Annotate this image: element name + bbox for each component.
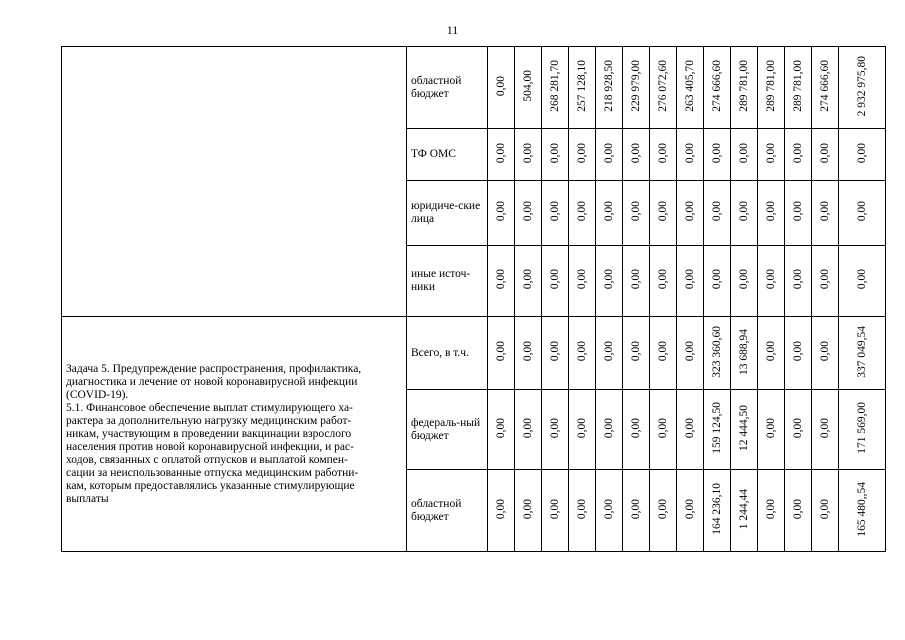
value-cell: [623, 390, 650, 470]
task-description-cell: [62, 317, 407, 552]
value-cell: [839, 390, 886, 470]
value-cell: [785, 390, 812, 470]
value-cell: [731, 181, 758, 246]
task-description-line: рактера за дополнительную нагрузку медицинским работ-: [66, 414, 352, 427]
value-cell: [785, 317, 812, 390]
value-cell: [488, 181, 515, 246]
value-cell: [812, 390, 839, 470]
value-text: 0,00: [765, 269, 777, 290]
value-cell: [812, 317, 839, 390]
value-cell: [785, 470, 812, 552]
value-text: 0,00: [819, 142, 831, 164]
task-description-line: диагностика и лечение от новой коронавирусной инфекции: [66, 375, 358, 388]
value-cell: [623, 129, 650, 181]
value-text: 0,00: [549, 142, 561, 164]
value-text: 0,00: [630, 269, 642, 290]
value-cell: [704, 390, 731, 470]
value-text: 164 236,10: [711, 483, 723, 535]
value-text: 2 932 975,80: [856, 55, 868, 117]
value-text: 0,00: [549, 498, 561, 520]
value-text: 12 444,50: [738, 405, 750, 451]
value-cell: [542, 246, 569, 317]
value-cell: [677, 181, 704, 246]
value-cell: [515, 181, 542, 246]
value-text: 13 688,94: [738, 328, 750, 375]
value-text: 0,00: [495, 142, 507, 164]
value-cell: [650, 470, 677, 552]
value-text: 0,00: [738, 269, 750, 290]
task-description-line: (COVID-19).: [66, 388, 129, 401]
value-cell: [488, 246, 515, 317]
value-text: 0,00: [576, 341, 588, 362]
value-cell: [758, 129, 785, 181]
value-text: 0,00: [765, 201, 777, 222]
value-text: 0,00: [765, 498, 777, 520]
value-cell: [758, 181, 785, 246]
value-cell: [542, 181, 569, 246]
value-text: 1 244,44: [738, 488, 750, 530]
task-description-line: населения против новой коронавирусной инфекции, и рас-: [66, 440, 354, 453]
value-text: 289 781,00: [765, 60, 777, 112]
value-text: 0,00: [657, 498, 669, 520]
value-cell: [488, 390, 515, 470]
value-cell: [596, 390, 623, 470]
value-text: 0,00: [819, 269, 831, 290]
value-text: 0,00: [522, 341, 534, 362]
value-text: 0,00: [603, 498, 615, 520]
value-cell: [569, 129, 596, 181]
value-cell: [596, 317, 623, 390]
value-cell: [731, 129, 758, 181]
value-cell: [758, 246, 785, 317]
value-text: 0,00: [792, 498, 804, 520]
value-text: 0,00: [495, 75, 507, 97]
task-description-line: 5.1. Финансовое обеспечение выплат стимулирующего ха-: [66, 401, 353, 414]
budget-table: [61, 46, 886, 552]
value-text: 0,00: [711, 269, 723, 290]
value-text: 0,00: [819, 341, 831, 362]
value-cell: [515, 246, 542, 317]
task-description-line: ходов, связанных с оплатой отпусков и выплатой компен-: [66, 453, 348, 466]
value-cell: [623, 47, 650, 129]
value-cell: [569, 317, 596, 390]
value-text: 0,00: [522, 201, 534, 222]
value-text: 0,00: [765, 417, 777, 439]
value-text: 0,00: [765, 142, 777, 164]
value-cell: [677, 470, 704, 552]
value-text: 0,00: [684, 269, 696, 290]
value-text: 0,00: [495, 201, 507, 222]
value-text: 263 405,70: [684, 60, 696, 112]
value-text: 323 360,60: [711, 325, 723, 378]
funding-source-cell: иные источ-ники: [407, 246, 488, 317]
task-description-line: никам, участвующим в проведении вакцинации взрослого: [66, 427, 352, 440]
value-text: 0,00: [684, 201, 696, 222]
value-cell: [596, 181, 623, 246]
value-text: 268 281,70: [549, 60, 561, 112]
value-cell: [650, 317, 677, 390]
value-cell: [731, 246, 758, 317]
value-text: 159 124,50: [711, 402, 723, 454]
value-text: 274 666,60: [819, 60, 831, 112]
value-text: 0,00: [630, 341, 642, 362]
value-text: 0,00: [522, 269, 534, 290]
value-cell: [650, 246, 677, 317]
value-cell: [812, 129, 839, 181]
value-text: 0,00: [495, 341, 507, 362]
value-cell: [596, 47, 623, 129]
value-text: 0,00: [522, 142, 534, 164]
value-text: 0,00: [495, 498, 507, 520]
value-cell: [839, 181, 886, 246]
value-cell: [731, 470, 758, 552]
value-text: 0,00: [765, 341, 777, 362]
value-cell: [488, 317, 515, 390]
value-cell: [515, 390, 542, 470]
value-text: 0,00: [603, 201, 615, 222]
value-cell: [758, 317, 785, 390]
value-cell: [488, 129, 515, 181]
value-cell: [596, 129, 623, 181]
value-cell: [623, 470, 650, 552]
value-cell: [596, 470, 623, 552]
value-cell: [839, 47, 886, 129]
funding-source-cell: ТФ ОМС: [407, 129, 488, 181]
value-cell: [650, 181, 677, 246]
value-cell: [650, 47, 677, 129]
value-text: 0,00: [630, 142, 642, 164]
value-cell: [758, 390, 785, 470]
value-text: 0,00: [495, 417, 507, 439]
value-text: 274 666,60: [711, 60, 723, 112]
task-description-line: выплаты: [66, 492, 109, 505]
value-text: 0,00: [856, 269, 868, 290]
funding-source-cell: федераль-ный бюджет: [407, 390, 488, 470]
value-text: 0,00: [792, 417, 804, 439]
value-cell: [677, 246, 704, 317]
value-text: 0,00: [657, 417, 669, 439]
value-cell: [488, 470, 515, 552]
funding-source-cell: юридиче-ские лица: [407, 181, 488, 246]
value-cell: [677, 317, 704, 390]
value-cell: [785, 129, 812, 181]
page-number: 11: [446, 23, 459, 37]
value-cell: [596, 246, 623, 317]
value-cell: [812, 181, 839, 246]
value-text: 165 480,,54: [856, 481, 868, 537]
value-text: 0,00: [630, 201, 642, 222]
task-description-line: кам, которым предоставлялись указанные стимулирующие: [66, 479, 355, 492]
value-cell: [542, 47, 569, 129]
value-text: 0,00: [684, 417, 696, 439]
value-text: 0,00: [684, 498, 696, 520]
value-text: 0,00: [819, 201, 831, 222]
value-cell: [839, 129, 886, 181]
value-text: 0,00: [522, 417, 534, 439]
value-text: 0,00: [630, 498, 642, 520]
value-text: 276 072,60: [657, 60, 669, 112]
value-cell: [488, 47, 515, 129]
value-text: 0,00: [711, 142, 723, 164]
value-text: 0,00: [495, 269, 507, 290]
value-cell: [515, 470, 542, 552]
value-text: 0,00: [549, 201, 561, 222]
value-text: 0,00: [738, 201, 750, 222]
value-text: 257 128,10: [576, 60, 588, 112]
value-text: 0,00: [657, 269, 669, 290]
value-text: 504,00: [522, 70, 534, 102]
value-cell: [704, 181, 731, 246]
value-text: 0,00: [856, 201, 868, 222]
value-cell: [812, 246, 839, 317]
value-cell: [731, 390, 758, 470]
value-cell: [542, 129, 569, 181]
funding-source-cell: Всего, в т.ч.: [407, 317, 488, 390]
task-description-line: сации за неиспользованные отпуска медицинским работни-: [66, 466, 359, 479]
value-cell: [704, 129, 731, 181]
value-text: 218 928,50: [603, 60, 615, 112]
value-text: 289 781,00: [792, 60, 804, 112]
funding-source-cell: областной бюджет: [407, 47, 488, 129]
value-cell: [731, 47, 758, 129]
value-text: 289 781,00: [738, 60, 750, 112]
value-text: 0,00: [630, 417, 642, 439]
value-text: 0,00: [738, 142, 750, 164]
value-text: 171 569,00: [856, 402, 868, 454]
value-cell: [839, 317, 886, 390]
value-text: 0,00: [792, 142, 804, 164]
value-text: 0,00: [657, 142, 669, 164]
value-cell: [731, 317, 758, 390]
value-text: 0,00: [684, 142, 696, 164]
value-text: 0,00: [603, 142, 615, 164]
value-cell: [677, 390, 704, 470]
value-text: 0,00: [576, 417, 588, 439]
value-cell: [812, 470, 839, 552]
value-text: 0,00: [549, 341, 561, 362]
value-text: 0,00: [603, 341, 615, 362]
value-cell: [758, 47, 785, 129]
value-cell: [704, 470, 731, 552]
value-cell: [542, 317, 569, 390]
value-text: 0,00: [576, 201, 588, 222]
value-cell: [785, 181, 812, 246]
value-text: 0,00: [711, 201, 723, 222]
value-text: 0,00: [792, 269, 804, 290]
value-cell: [785, 246, 812, 317]
funding-source-cell: областной бюджет: [407, 470, 488, 552]
value-cell: [650, 390, 677, 470]
value-cell: [677, 129, 704, 181]
value-cell: [623, 317, 650, 390]
value-text: 0,00: [549, 417, 561, 439]
value-text: 0,00: [684, 341, 696, 362]
value-cell: [515, 317, 542, 390]
value-cell: [569, 390, 596, 470]
task-description-line: Задача 5. Предупреждение распространения, профилактика,: [66, 362, 362, 375]
value-text: 0,00: [856, 142, 868, 164]
table-row: [62, 317, 886, 390]
value-cell: [704, 317, 731, 390]
value-text: 0,00: [522, 498, 534, 520]
value-cell: [785, 47, 812, 129]
value-cell: [515, 47, 542, 129]
value-text: 0,00: [792, 201, 804, 222]
value-text: 0,00: [792, 341, 804, 362]
value-cell: [839, 470, 886, 552]
value-cell: [623, 246, 650, 317]
value-text: 0,00: [603, 269, 615, 290]
previous-task-description-cell: [62, 47, 407, 317]
value-text: 337 049,54: [856, 325, 868, 378]
value-cell: [569, 47, 596, 129]
value-cell: [515, 129, 542, 181]
table-row: [62, 47, 886, 129]
value-text: 0,00: [657, 341, 669, 362]
value-cell: [812, 47, 839, 129]
value-cell: [542, 390, 569, 470]
value-text: 0,00: [657, 201, 669, 222]
value-text: 0,00: [549, 269, 561, 290]
value-cell: [569, 470, 596, 552]
value-text: 0,00: [576, 142, 588, 164]
value-cell: [569, 246, 596, 317]
value-cell: [569, 181, 596, 246]
value-cell: [704, 246, 731, 317]
value-cell: [758, 470, 785, 552]
value-text: 0,00: [576, 498, 588, 520]
value-cell: [623, 181, 650, 246]
value-text: 0,00: [603, 417, 615, 439]
value-text: 0,00: [819, 417, 831, 439]
value-cell: [704, 47, 731, 129]
value-cell: [650, 129, 677, 181]
value-cell: [839, 246, 886, 317]
value-text: 229 979,00: [630, 60, 642, 112]
value-text: 0,00: [576, 269, 588, 290]
value-text: 0,00: [819, 498, 831, 520]
value-cell: [542, 470, 569, 552]
value-cell: [677, 47, 704, 129]
